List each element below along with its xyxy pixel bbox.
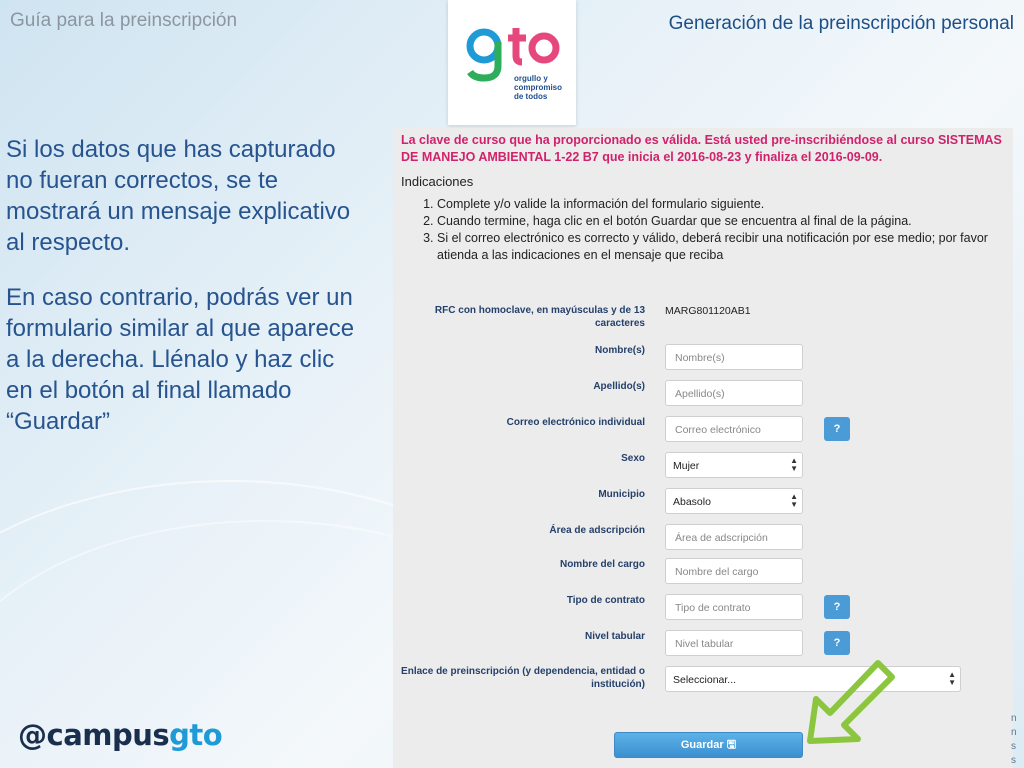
sexo-select[interactable]: Mujer ▲ ▼	[665, 452, 803, 478]
slide-title-right: Generación de la preinscripción personal	[668, 13, 1014, 34]
side-letters: n n s s	[1011, 713, 1017, 766]
valid-course-message: La clave de curso que ha proporcionado es válida. Está usted pre-inscribiéndose al curso SISTEMAS DE MANEJO AMBIENTAL 1-22 B7 que inicia el 2016-08-23 y finaliza el 2016-09-09.	[401, 133, 1002, 164]
form-row-sexo	[393, 452, 1013, 482]
select-arrows-icon: ▲ ▼	[948, 670, 956, 687]
area-input[interactable]: Área de adscripción	[665, 524, 803, 550]
instruction-text	[6, 134, 356, 461]
municipio-label: Municipio	[598, 489, 645, 500]
form-row-apellido	[393, 380, 1013, 410]
paragraph-form-info: En caso contrario, podrás ver un formulario similar al que aparece a la derecha. Llénalo y haz clic en el botón al final llamado “Guardar”	[6, 284, 355, 435]
contrato-input[interactable]: Tipo de contrato	[665, 594, 803, 620]
select-arrows-icon: ▲ ▼	[790, 492, 798, 509]
form-row-enlace	[393, 665, 1013, 701]
rfc-label: RFC con homoclave, en mayúsculas y de 13 caracteres	[434, 305, 645, 329]
instructions-list	[419, 196, 999, 264]
logo-tagline: orgullo y compromiso de todos	[514, 74, 563, 101]
save-disk-icon: 🖫	[726, 739, 737, 751]
slide-title-left: Guía para la preinscripción	[10, 10, 238, 31]
form-row-cargo	[393, 558, 1013, 588]
nivel-help-button[interactable]: ?	[824, 631, 850, 655]
pointer-arrow-icon	[806, 655, 898, 747]
email-input[interactable]: Correo electrónico	[665, 416, 803, 442]
nombre-label: Nombre(s)	[594, 345, 645, 356]
apellido-input[interactable]: Apellido(s)	[665, 380, 803, 406]
enlace-select[interactable]: Seleccionar... ▲ ▼	[665, 666, 961, 692]
instruction-item: 2. Cuando termine, haga clic en el botón Guardar que se encuentra al final de la página.	[437, 213, 999, 230]
cargo-input[interactable]: Nombre del cargo	[665, 558, 803, 584]
preinscription-form-screenshot	[393, 128, 1013, 768]
paragraph-error-info: Si los datos que has capturado no fueran correctos, se te mostrará un mensaje explicativo al respecto.	[6, 136, 351, 256]
campus-brand: @campusgto	[18, 718, 223, 752]
form-row-municipio	[393, 488, 1013, 518]
form-row-rfc	[393, 304, 1013, 334]
nivel-label: Nivel tabular	[584, 631, 645, 642]
sexo-label: Sexo	[621, 453, 645, 464]
cargo-label: Nombre del cargo	[559, 559, 645, 570]
nombre-input[interactable]: Nombre(s)	[665, 344, 803, 370]
save-button[interactable]: Guardar 🖫	[614, 732, 803, 758]
municipio-select[interactable]: Abasolo ▲ ▼	[665, 488, 803, 514]
form-row-contrato	[393, 594, 1013, 624]
rfc-value: MARG801120AB1	[665, 305, 751, 317]
form-row-area	[393, 524, 1013, 554]
contrato-label: Tipo de contrato	[566, 595, 645, 606]
instruction-item: 3. Si el correo electrónico es correcto y válido, deberá recibir una notificación por ese medio; por favor atienda a las indicaciones en el mensaje que reciba	[437, 230, 999, 264]
email-help-button[interactable]: ?	[824, 417, 850, 441]
form-row-correo	[393, 416, 1013, 446]
nivel-input[interactable]: Nivel tabular	[665, 630, 803, 656]
gto-logo-icon	[464, 22, 564, 82]
select-arrows-icon: ▲ ▼	[790, 456, 798, 473]
apellido-label: Apellido(s)	[593, 381, 645, 392]
enlace-label: Enlace de preinscripción (y dependencia, entidad o institución)	[401, 666, 645, 690]
form-row-nivel	[393, 630, 1013, 660]
area-label: Área de adscripción	[549, 525, 645, 536]
form-row-nombre	[393, 344, 1013, 374]
instructions-title: Indicaciones	[401, 174, 474, 189]
contrato-help-button[interactable]: ?	[824, 595, 850, 619]
instruction-item: 1. Complete y/o valide la información del formulario siguiente.	[437, 196, 999, 213]
gto-logo-card	[448, 0, 576, 125]
correo-label: Correo electrónico individual	[506, 417, 645, 428]
